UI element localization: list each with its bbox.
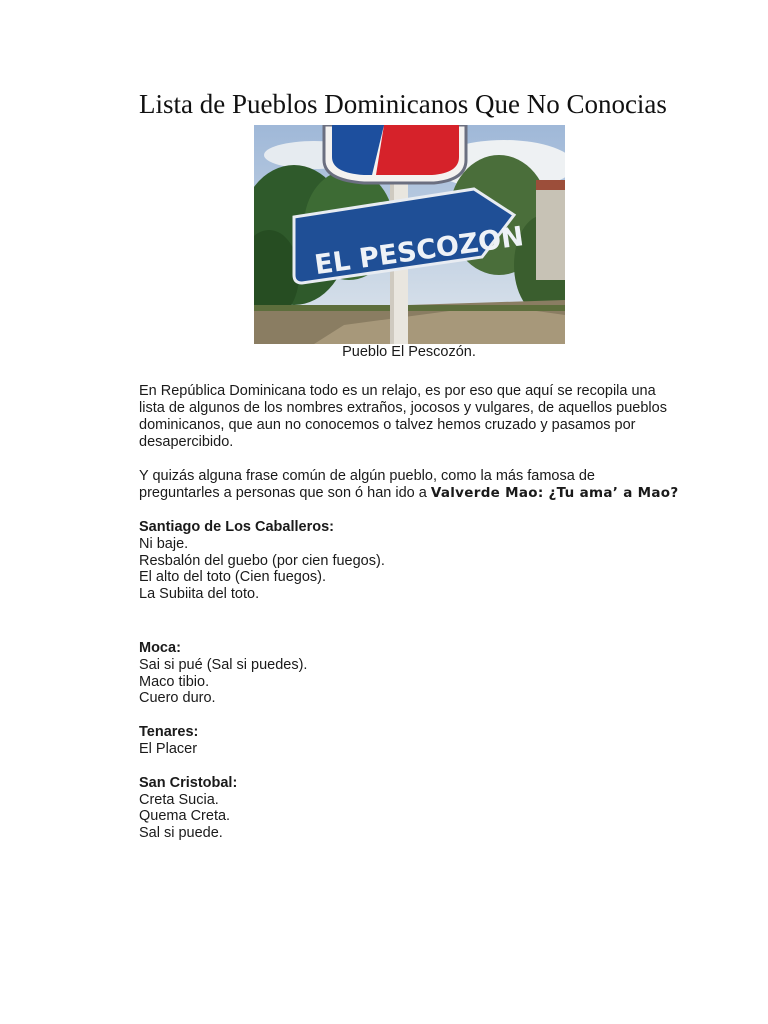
section-tenares <box>139 724 679 758</box>
list-item: Cuero duro. <box>139 690 216 707</box>
quote-paragraph <box>139 468 679 502</box>
list-item: El Placer <box>139 740 198 757</box>
quote-bold: Valverde Mao: ¿Tu ama’ a Mao? <box>430 485 679 501</box>
list-item: La Subiita del toto. <box>139 586 260 603</box>
section-santiago <box>139 519 679 603</box>
list-item: Quema Creta. <box>139 808 231 825</box>
section-san-cristobal <box>139 775 679 842</box>
figure <box>139 125 679 361</box>
page-title: Lista de Pueblos Dominicanos Que No Conocias <box>139 89 667 119</box>
section-heading: Moca: <box>139 639 181 656</box>
list-item: Sal si puede. <box>139 825 223 842</box>
intro-paragraph: En República Dominicana todo es un relajo, es por eso que aquí se recopila una lista de algunos de los nombres extraños, jocosos y vulgares, de aquellos pueblos dominicanos, que aun no conocemos o talvez hemos cruzado y pasamos por desapercibido. <box>139 383 667 450</box>
list-item: Resbalón del guebo (por cien fuegos). <box>139 552 385 569</box>
list-item: El alto del toto (Cien fuegos). <box>139 569 326 586</box>
section-heading: San Cristobal: <box>139 774 238 791</box>
sign-text: EL PESCOZON <box>312 221 526 282</box>
quote-text: Y quizás alguna frase común de algún pueblo, como la más famosa de preguntarles a personas que son ó han ido a <box>139 468 595 501</box>
list-item: Sai si pué (Sal si puedes). <box>139 656 308 673</box>
list-item: Maco tibio. <box>139 673 210 690</box>
section-heading: Santiago de Los Caballeros: <box>139 519 334 535</box>
document-page <box>139 88 679 842</box>
list-item: Creta Sucia. <box>139 791 219 808</box>
section-moca <box>139 640 679 707</box>
list-item: Ni baje. <box>139 536 189 552</box>
pescozon-sign-photo <box>254 125 565 344</box>
image-caption: Pueblo El Pescozón. <box>342 344 476 360</box>
section-heading: Tenares: <box>139 723 199 740</box>
